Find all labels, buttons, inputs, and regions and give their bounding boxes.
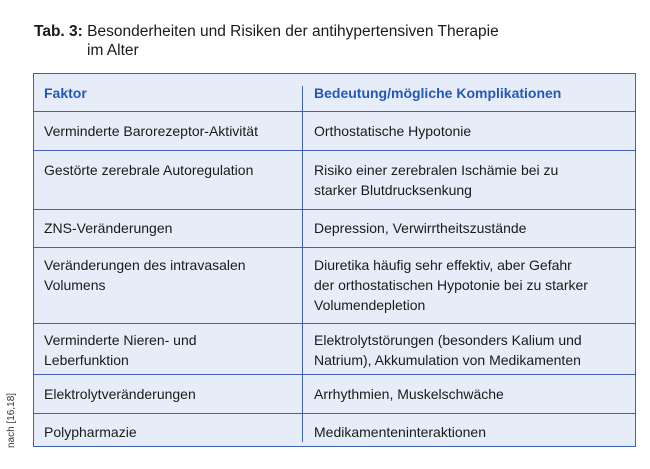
factor-cell [44, 218, 299, 238]
meaning-cell [314, 255, 624, 315]
cell-text: Leberfunktion [44, 352, 129, 368]
table-caption [34, 22, 624, 60]
cell-text: Diuretika häufig sehr effektiv, aber Gefahr [314, 257, 572, 273]
factor-cell [44, 160, 299, 180]
factor-cell [44, 330, 299, 370]
cell-text: Veränderungen des intravasalen [44, 257, 246, 273]
table-title-line-1: Besonderheiten und Risiken der antihypertensiven Therapie [87, 23, 499, 40]
cell-text: Risiko einer zerebralen Ischämie bei zu [314, 162, 559, 178]
cell-text: Depression, Verwirrtheitszustände [314, 220, 527, 236]
factor-cell [44, 422, 299, 442]
factor-cell [44, 384, 299, 404]
cell-text: Verminderte Barorezeptor-Aktivität [44, 123, 258, 139]
header-factor: Faktor [44, 85, 87, 101]
source-note: nach [16,18] [6, 392, 17, 448]
cell-text: Elektrolytveränderungen [44, 386, 196, 402]
header-meaning: Bedeutung/mögliche Komplikationen [314, 85, 562, 101]
cell-text: starker Blutdrucksenkung [314, 182, 472, 198]
meaning-cell [314, 218, 624, 238]
data-table [33, 73, 636, 447]
cell-text: Natrium), Akkumulation von Medikamenten [314, 352, 581, 368]
meaning-cell [314, 384, 624, 404]
row-separator [34, 374, 635, 375]
meaning-cell [314, 422, 624, 442]
meaning-cell [314, 121, 624, 141]
cell-text: Elektrolytstörungen (besonders Kalium und [314, 332, 582, 348]
row-separator [34, 413, 635, 414]
cell-text: der orthostatischen Hypotonie bei zu starker [314, 277, 588, 293]
cell-text: Gestörte zerebrale Autoregulation [44, 162, 254, 178]
cell-text: Orthostatische Hypotonie [314, 123, 472, 139]
meaning-cell [314, 160, 624, 200]
meaning-cell [314, 330, 624, 370]
row-separator [34, 247, 635, 248]
row-separator [34, 150, 635, 151]
column-divider [302, 86, 303, 442]
cell-text: Volumendepletion [314, 297, 426, 313]
row-separator [34, 209, 635, 210]
table-title-line-2: im Alter [87, 42, 139, 59]
factor-cell [44, 121, 299, 141]
row-separator [34, 111, 635, 112]
cell-text: Medikamenteninteraktionen [314, 424, 486, 440]
cell-text: Verminderte Nieren- und [44, 332, 197, 348]
factor-cell [44, 255, 299, 295]
cell-text: ZNS-Veränderungen [44, 220, 173, 236]
row-separator [34, 323, 635, 324]
table-number: Tab. 3: [34, 23, 83, 40]
cell-text: Volumens [44, 277, 106, 293]
cell-text: Polypharmazie [44, 424, 137, 440]
cell-text: Arrhythmien, Muskelschwäche [314, 386, 504, 402]
